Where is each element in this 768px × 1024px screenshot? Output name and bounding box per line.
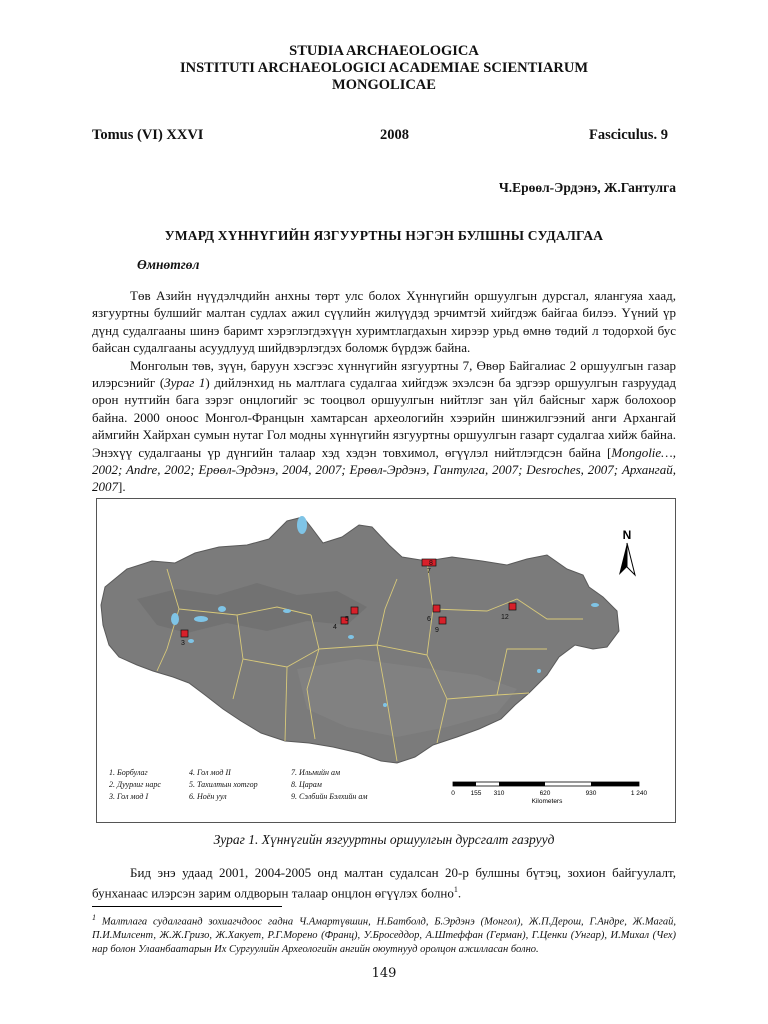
site-label: 12 [501,614,509,621]
article-title: УМАРД ХҮННҮГИЙН ЯЗГУУРТНЫ НЭГЭН БУЛШНЫ СУДАЛГАА [164,228,604,243]
north-label: N [622,528,632,542]
scale-tick: 620 [539,790,551,797]
scale-tick: 0 [451,790,455,797]
journal-title: STUDIA ARCHAEOLOGICA [289,43,479,59]
paragraph-1: Төв Азийн нүүдэлчдийн анхны төрт улс болох Хүннүгийн оршуулгын дурсгал, ялангуяа хаад, язгууртны булшийг малтан судлах ажил сүүлийн жилүүдэд эрчимтэй хийгдэж байгаа билээ. Үүний үр дүнд судалгааны шинэ баримт хэрэглэгдэхүүн хуримтлагдахын хирээр урьд өмнө төдий л тодорхой бус байсан судалгааны асуудлууд шийдвэрлэгдэх боломж бүрдэж байна. [92,288,676,356]
site-label: 8 [429,560,433,567]
scale-bar [451,782,647,805]
site-label: 5 [345,616,349,623]
footnote-mark: 1 [92,913,96,922]
legend-item: 8. Царам [291,780,322,789]
footnote-ref[interactable]: 1 [453,885,458,895]
legend-item: 7. Ильмийн ам [291,768,341,777]
para-3-block [92,864,676,902]
scale-tick: 1 240 [630,790,648,797]
site-label: 6 [427,616,431,623]
para2-b: ) дийлэнхид нь малтлага судалгаа хийгдэж эхэлсэн ба эдгээр оршуулгын газруудад орон нутгийн бага зэрэг онцлогийг эс тооцвол оршуулгын нийтлэг зан үйл байсныг харж болохоор байна. 2000 оноос Монгол-Францын хамтарсан археологийн хээрийн шинжилгээний анги Архангай аймгийн Хайрхан сумын нутаг Гол модны хүннүгийн язгууртны оршуулгын газарт судалгаа хийж байна. Энэхүү судалгааны үр дүнгийн талаар хэд хэдэн товхимол, өгүүлэл нийтлэгдсэн байна [ [92,375,677,460]
legend-item: 3. Гол мод I [109,792,149,801]
legend-item: 9. Сэлбийн Бэлхийн ам [291,792,368,801]
north-arrow [619,528,635,575]
scale-tick: 155 [470,790,482,797]
footnote-divider [92,906,282,907]
para2-a: Монголын төв, зүүн, баруун хэсгээс хүннүгийн язгууртны 7, Өвөр Байгалиас 2 оршуулгын газар илэрсэнийг ( [92,357,676,391]
legend-item: 1. Борбулаг [109,768,148,777]
journal-institute: INSTITUTI ARCHAEOLOGICI ACADEMIAE SCIENTIARUM [179,60,589,76]
journal-country: MONGOLICAE [332,77,436,93]
figure-ref: Зураг 1 [164,375,206,391]
scale-unit: Kilometers [531,798,563,805]
tomus: Tomus (VI) XXVI [92,127,204,143]
para2-c: ]. [118,479,126,495]
section-heading: Өмнөтгөл [137,257,200,272]
site-label: 7 [427,568,431,575]
scale-tick: 930 [585,790,597,797]
authors: Ч.Ерөөл-Эрдэнэ, Ж.Гантулга [498,180,676,195]
map-figure [96,498,676,823]
scale-tick: 310 [493,790,505,797]
citations: Mongolie…, 2002; Andre, 2002; Ерөөл-Эрдэнэ, 2004, 2007; Ерөөл-Эрдэнэ, Гантулга, 2007; Desroches, 2007; Архангай, 2007 [92,444,676,495]
legend-item: 2. Дуурлиг нарс [109,780,161,789]
legend-item: 6. Ноён уул [189,792,227,801]
year: 2008 [380,127,409,143]
paragraph-3: Бид энэ удаад 2001, 2004-2005 онд малтан судалсан 20-р булшны бүтэц, зохион байгуулалт, бунханаас илэрсэн зарим олдворын талаар онцлон өгүүлэх болно$^1$. [92,865,676,901]
site-label: 4 [333,624,337,631]
site-label: 3 [181,640,185,647]
map-legend [108,768,367,801]
footnote [92,911,676,956]
page-number: 149 [371,966,397,981]
footnote-text: Малтлага судалгаанд зохиагчдоос гадна Ч.Амартүвшин, Н.Батболд, Б.Эрдэнэ (Монгол), Ж.П.Дерош, Г.Андре, Ж.Магай, П.И.Милсент, Ж.Ж.Гризо, Ж.Хакует, Р.Г.Морено (Франц), У.Броседдор, А.Штеффан (Герман), Г.Ценки (Унгар), И.Михал (Чех) нар болон Улаанбаатарын Их Сургуулийн Археологийн ангийн оюутнууд оролцон ажилласан болно. [92,916,676,955]
legend-item: 5. Тахилтын хотгор [189,780,258,789]
site-label: 9 [435,627,439,634]
legend-item: 4. Гол мод II [189,768,231,777]
fasciculus: Fasciculus. 9 [589,127,668,143]
figure-caption: Зураг 1. Хүннүгийн язгууртны оршуулгын дурсгалт газрууд [213,832,555,847]
paragraph-2 [92,357,676,496]
para3-text: Бид энэ удаад 2001, 2004-2005 онд малтан судалсан 20-р булшны бүтэц, зохион байгуулалт, бунханаас илэрсэн зарим олдворын талаар онцлон өгүүлэх болно [92,865,676,901]
intro-text [92,287,676,496]
mongolia-map [97,499,675,822]
